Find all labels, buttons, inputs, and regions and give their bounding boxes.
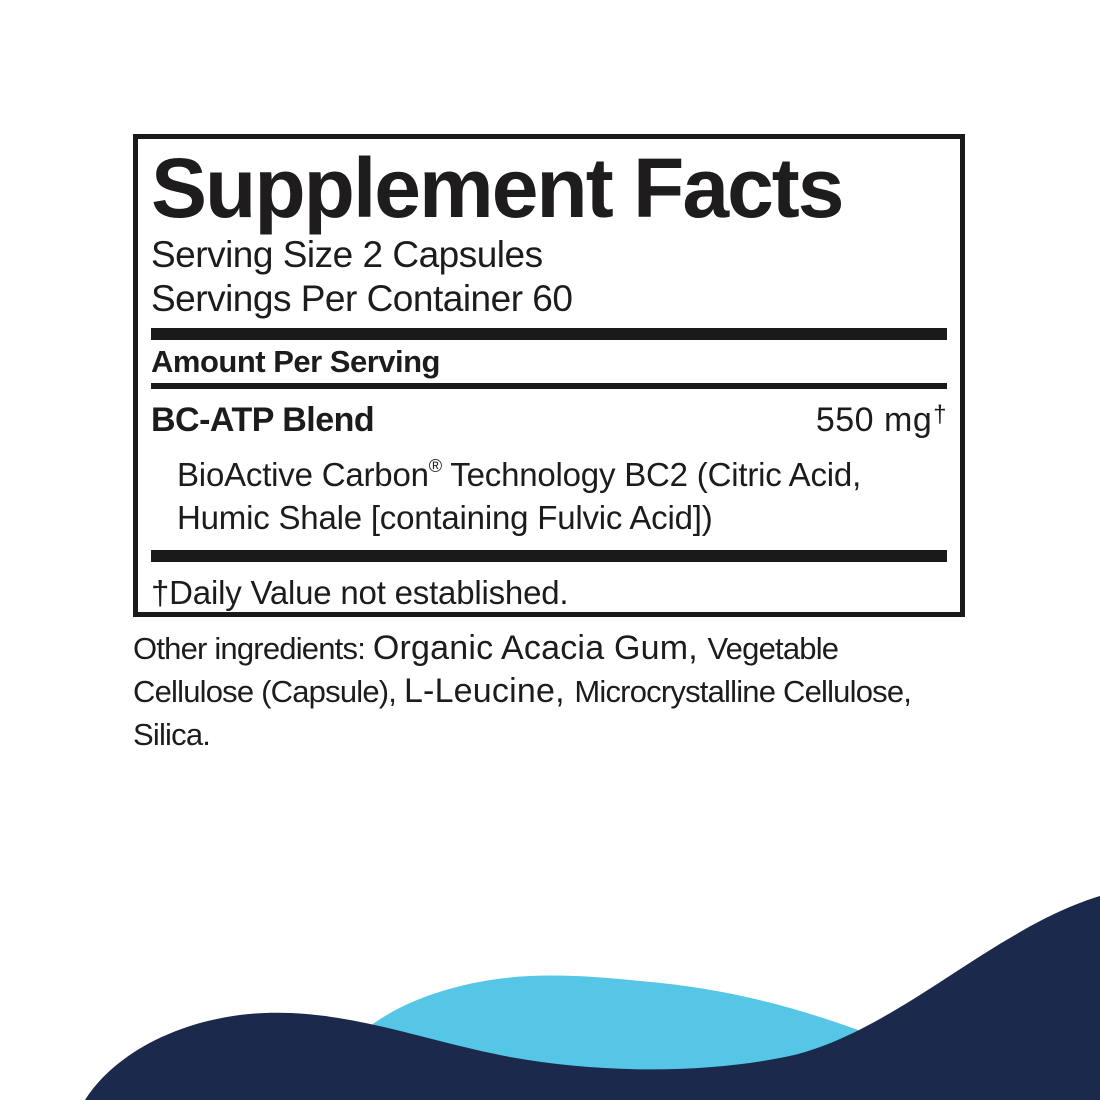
blend-description — [177, 445, 947, 539]
divider-medium — [151, 383, 947, 389]
ingredient-vegetable-cellulose: Vegetable Cellulose (Capsule), — [133, 631, 839, 709]
amount-per-serving-label: Amount Per Serving — [151, 344, 440, 379]
serving-info — [151, 233, 947, 321]
navy-wave — [85, 896, 1100, 1100]
blend-row — [151, 394, 947, 441]
registered-trademark-symbol: ® — [428, 456, 442, 476]
blend-desc-post: Technology BC2 (Citric Acid, Humic Shale [containing Fulvic Acid]) — [177, 456, 862, 536]
daily-value-footnote: †Daily Value not established. — [151, 574, 569, 611]
divider-thick-top — [151, 328, 947, 340]
other-ingredients — [133, 627, 965, 756]
supplement-facts-panel — [133, 134, 965, 617]
dagger-symbol: † — [933, 401, 947, 428]
ingredient-acacia-gum: Organic Acacia Gum, — [372, 629, 708, 667]
cyan-wave — [310, 976, 1005, 1100]
blend-desc-pre: BioActive Carbon — [177, 456, 429, 493]
blend-amount-value: 550 mg — [815, 401, 933, 439]
divider-thick-bottom — [151, 550, 947, 562]
ingredient-microcrystalline-cellulose: Microcrystalline Cellulose, Silica. — [133, 674, 912, 752]
blend-amount — [816, 394, 947, 441]
panel-title: Supplement Facts — [151, 141, 843, 235]
other-ingredients-label: Other ingredients: — [133, 631, 373, 666]
serving-size-line: Serving Size 2 Capsules — [151, 234, 543, 275]
ingredient-l-leucine: L-Leucine, — [403, 672, 575, 710]
blend-name: BC-ATP Blend — [151, 401, 375, 439]
servings-per-container-line: Servings Per Container 60 — [151, 278, 573, 319]
